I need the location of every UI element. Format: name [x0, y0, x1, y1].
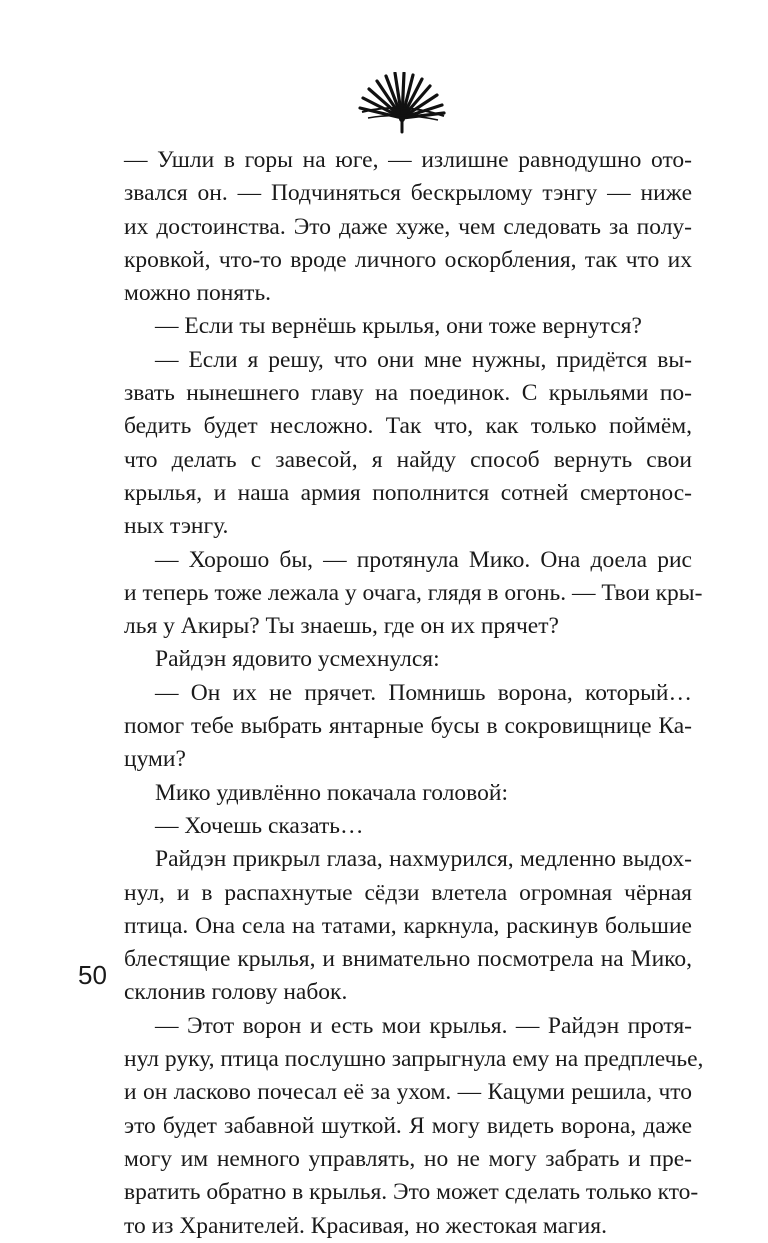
text-line: нул, и в распахнутые сёдзи влетела огромная чёрная [124, 879, 692, 906]
text-line: их достоинства. Это даже хуже, чем следовать за полу- [124, 213, 692, 240]
text-line: кровкой, что-то вроде личного оскорбления, так что их [124, 246, 692, 273]
text-line: — Если ты вернёшь крылья, они тоже вернутся? [155, 313, 642, 340]
text-line: это будет забавной шуткой. Я могу видеть ворона, даже [124, 1112, 692, 1139]
page-number: 50 [78, 960, 107, 990]
text-line: то из Хранителей. Красивая, но жестокая магия. [124, 1212, 607, 1239]
text-line: — Если я решу, что они мне нужны, придётся вы- [155, 346, 692, 373]
text-line: — Хорошо бы, — протянула Мико. Она доела рис [155, 546, 692, 573]
text-line: звался он. — Подчиняться бескрылому тэнгу — ниже [124, 180, 692, 207]
text-line: Райдэн ядовито усмехнулся: [155, 646, 440, 673]
text-line: можно понять. [124, 280, 272, 307]
text-line: и теперь тоже лежала у очага, глядя в огонь. — Твои кры- [124, 579, 703, 606]
text-line: цуми? [124, 746, 186, 773]
text-line: звать нынешнего главу на поединок. С крыльями по- [124, 380, 692, 407]
text-line: — Хочешь сказать… [155, 812, 364, 839]
text-line: склонив голову набок. [124, 979, 348, 1006]
text-line: бедить будет несложно. Так что, как только поймём, [124, 413, 692, 440]
text-line: — Этот ворон и есть мои крылья. — Райдэн протя- [155, 1012, 692, 1039]
text-line: — Он их не прячет. Помнишь ворона, который… [155, 679, 692, 706]
text-line: птица. Она села на татами, каркнула, раскинув большие [124, 912, 692, 939]
text-line: нул руку, птица послушно запрыгнула ему на предплечье, [124, 1046, 704, 1073]
text-line: вратить обратно в крылья. Это может сделать только кто- [124, 1179, 699, 1206]
text-line: — Ушли в горы на юге, — излишне равнодушно ото- [124, 147, 692, 173]
text-line: блестящие крылья, и внимательно посмотрела на Мико, [124, 946, 692, 973]
text-line: ных тэнгу. [124, 513, 229, 540]
text-line: крылья, и наша армия пополнится сотней смертонос- [124, 479, 692, 506]
body-text [124, 144, 704, 1243]
text-line: Мико удивлённо покачала головой: [155, 779, 508, 806]
text-line: что делать с завесой, я найду способ вернуть свои [124, 446, 692, 473]
text-line: и он ласково почесал её за ухом. — Кацуми решила, что [124, 1079, 692, 1106]
text-line: лья у Акиры? Ты знаешь, где он их прячет? [124, 613, 559, 640]
text-line: могу им немного управлять, но не могу забрать и пре- [124, 1145, 692, 1172]
text-line: помог тебе выбрать янтарные бусы в сокровищнице Ка- [124, 713, 692, 740]
fan-ornament-icon [354, 72, 450, 134]
text-line: Райдэн прикрыл глаза, нахмурился, медленно выдох- [155, 846, 692, 873]
